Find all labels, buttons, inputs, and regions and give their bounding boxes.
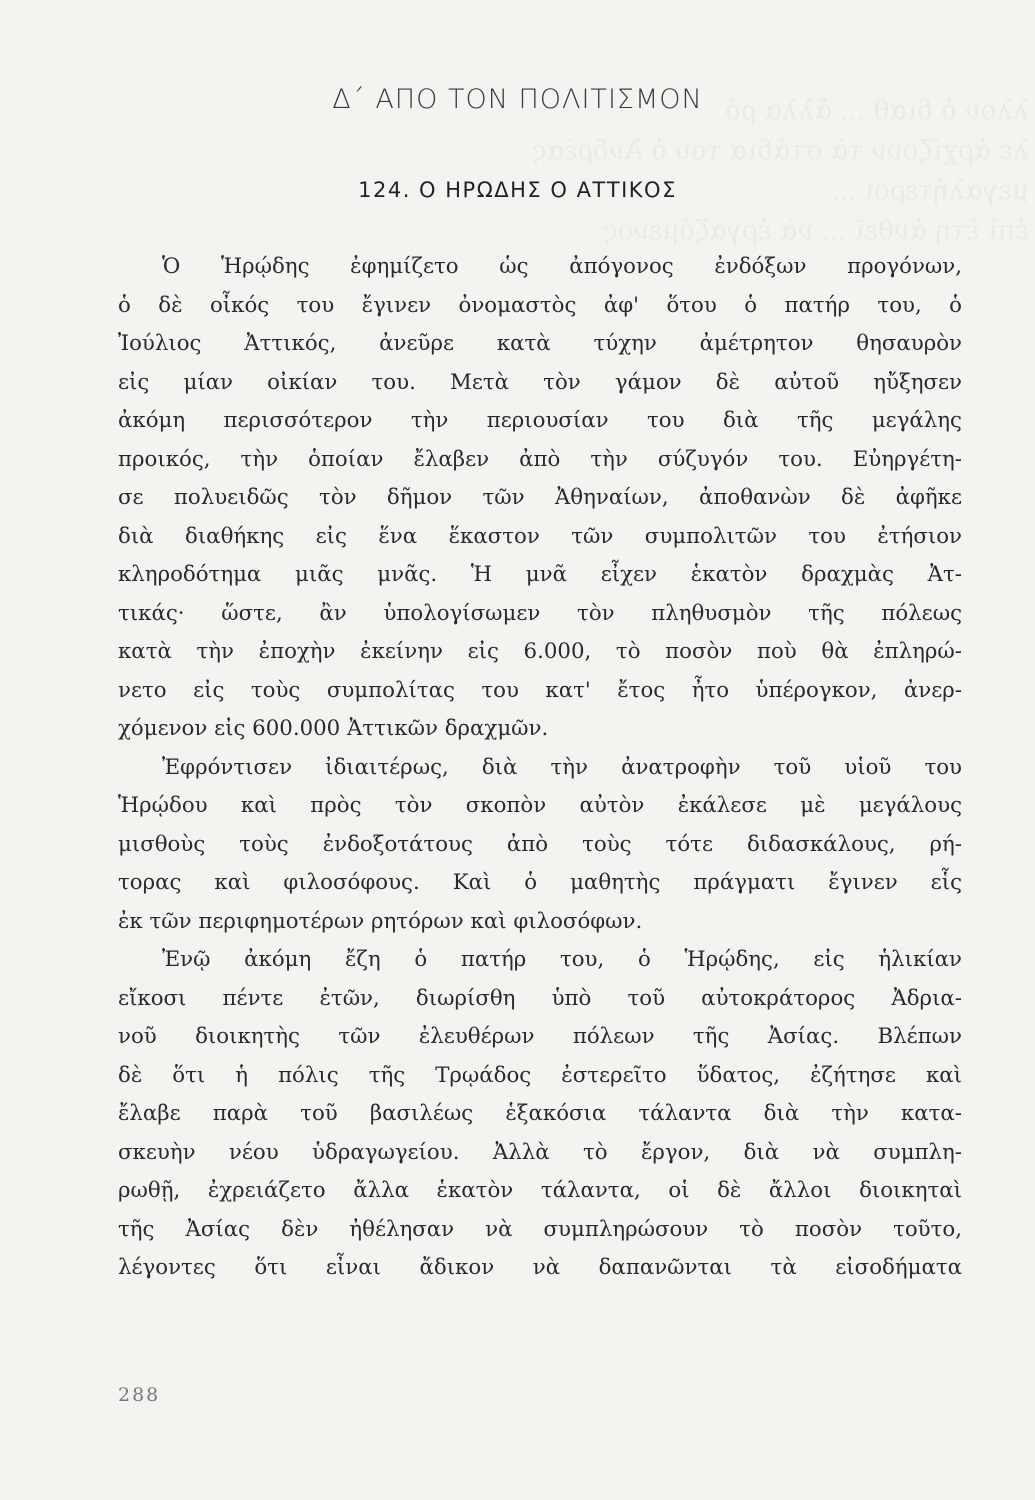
text-line: Ἡρῴδου καὶ πρὸς τὸν σκοπὸν αὐτὸν ἐκάλεσε μὲ μεγάλους [118, 793, 962, 818]
paragraph-3 [118, 941, 962, 1288]
text-line: κατὰ τὴν ἐποχὴν ἐκείνην εἰς 6.000, τὸ ποσὸν ποὺ θὰ ἐπληρώ- [118, 639, 962, 664]
text-line: Ἐνῷ ἀκόμη ἔζη ὁ πατήρ του, ὁ Ἡρῴδης, εἰς ἡλικίαν [162, 947, 962, 972]
text-line: εἴκοσι πέντε ἐτῶν, διωρίσθη ὑπὸ τοῦ αὐτοκράτορος Ἀδρια- [118, 985, 962, 1011]
text-line: Ὁ Ἡρῴδης ἐφημίζετο ὡς ἀπόγονος ἐνδόξων προγόνων, [162, 254, 962, 279]
text-line: νοῦ διοικητὴς τῶν ἐλευθέρων πόλεων τῆς Ἀσίας. Βλέπων [118, 1024, 962, 1049]
text-line: ὁ δὲ οἶκός του ἔγινεν ὀνομαστὸς ἀφ' ὅτου ὁ πατήρ του, ὁ [118, 292, 962, 318]
text-line: χόμενον εἰς 600.000 Ἀττικῶν δραχμῶν. [118, 716, 549, 741]
paragraph-1 [118, 248, 962, 749]
section-header: Δ΄ ΑΠΟ ΤΟΝ ΠΟΛΙΤΙΣΜΟΝ [332, 84, 703, 115]
text-line: λέγοντες ὅτι εἶναι ἄδικον νὰ δαπανῶνται τὰ εἰσοδήματα [118, 1255, 962, 1280]
text-line: ἀκόμη περισσότερον τὴν περιουσίαν του διὰ τῆς μεγάλης [118, 408, 962, 433]
text-line: εἰς μίαν οἰκίαν του. Μετὰ τὸν γάμον δὲ αὐτοῦ ηὔξησεν [118, 369, 962, 395]
text-line: ἐκ τῶν περιφημοτέρων ρητόρων καὶ φιλοσόφων. [118, 908, 643, 934]
text-line: ρωθῇ, ἐχρειάζετο ἄλλα ἑκατὸν τάλαντα, οἱ δὲ ἄλλοι διοικηταὶ [118, 1178, 962, 1203]
text-line: ἔλαβε παρὰ τοῦ βασιλέως ἑξακόσια τάλαντα διὰ τὴν κατα- [118, 1101, 962, 1126]
text-line: κληροδότημα μιᾶς μνᾶς. Ἡ μνᾶ εἶχεν ἑκατὸν δραχμὰς Ἀτ- [118, 562, 962, 587]
text-line: προικός, τὴν ὁποίαν ἔλαβεν ἀπὸ τὴν σύζυγόν του. Εὐηργέτη- [118, 446, 962, 472]
text-line: διὰ διαθήκης εἰς ἕνα ἕκαστον τῶν συμπολιτῶν του ἐτήσιον [118, 523, 962, 549]
paragraph-2 [118, 749, 962, 942]
text-line: τῆς Ἀσίας δὲν ἠθέλησαν νὰ συμπληρώσουν τὸ ποσὸν τοῦτο, [118, 1216, 962, 1242]
bleed-through-texture: λλον ὁ διαθ ... ἄλλα ρό λε ἀρχίζουν τὰ στάδια του ὁ Ἀνδρέας μεγαλήτεροι ... ἐπὶ ἔτη ἀνθεῖ ... νὰ ἐργαζόμενος [531, 96, 1029, 246]
body-text [118, 248, 962, 1288]
chapter-title: 124. Ο ΗΡΩΔΗΣ Ο ΑΤΤΙΚΟΣ [358, 178, 677, 202]
text-line: τορας καὶ φιλοσόφους. Καὶ ὁ μαθητὴς πράγματι ἔγινεν εἷς [118, 870, 962, 895]
text-line: σκευὴν νέου ὑδραγωγείου. Ἀλλὰ τὸ ἔργον, διὰ νὰ συμπλη- [118, 1139, 962, 1165]
text-line: δὲ ὅτι ἡ πόλις τῆς Τρῳάδος ἐστερεῖτο ὕδατος, ἐζήτησε καὶ [118, 1062, 962, 1088]
text-line: Ἐφρόντισεν ἰδιαιτέρως, διὰ τὴν ἀνατροφὴν τοῦ υἱοῦ του [162, 754, 962, 780]
text-line: νετο εἰς τοὺς συμπολίτας του κατ' ἔτος ἦτο ὑπέρογκον, ἀνερ- [118, 677, 962, 703]
text-line: μισθοὺς τοὺς ἐνδοξοτάτους ἀπὸ τοὺς τότε διδασκάλους, ρή- [118, 831, 962, 857]
text-line: σε πολυειδῶς τὸν δῆμον τῶν Ἀθηναίων, ἀποθανὼν δὲ ἀφῆκε [118, 485, 962, 510]
page-number: 288 [118, 1384, 161, 1406]
text-line: τικάς· ὥστε, ἂν ὑπολογίσωμεν τὸν πληθυσμὸν τῆς πόλεως [118, 600, 962, 626]
text-line: Ἰούλιος Ἀττικός, ἀνεῦρε κατὰ τύχην ἀμέτρητον θησαυρὸν [118, 331, 962, 356]
